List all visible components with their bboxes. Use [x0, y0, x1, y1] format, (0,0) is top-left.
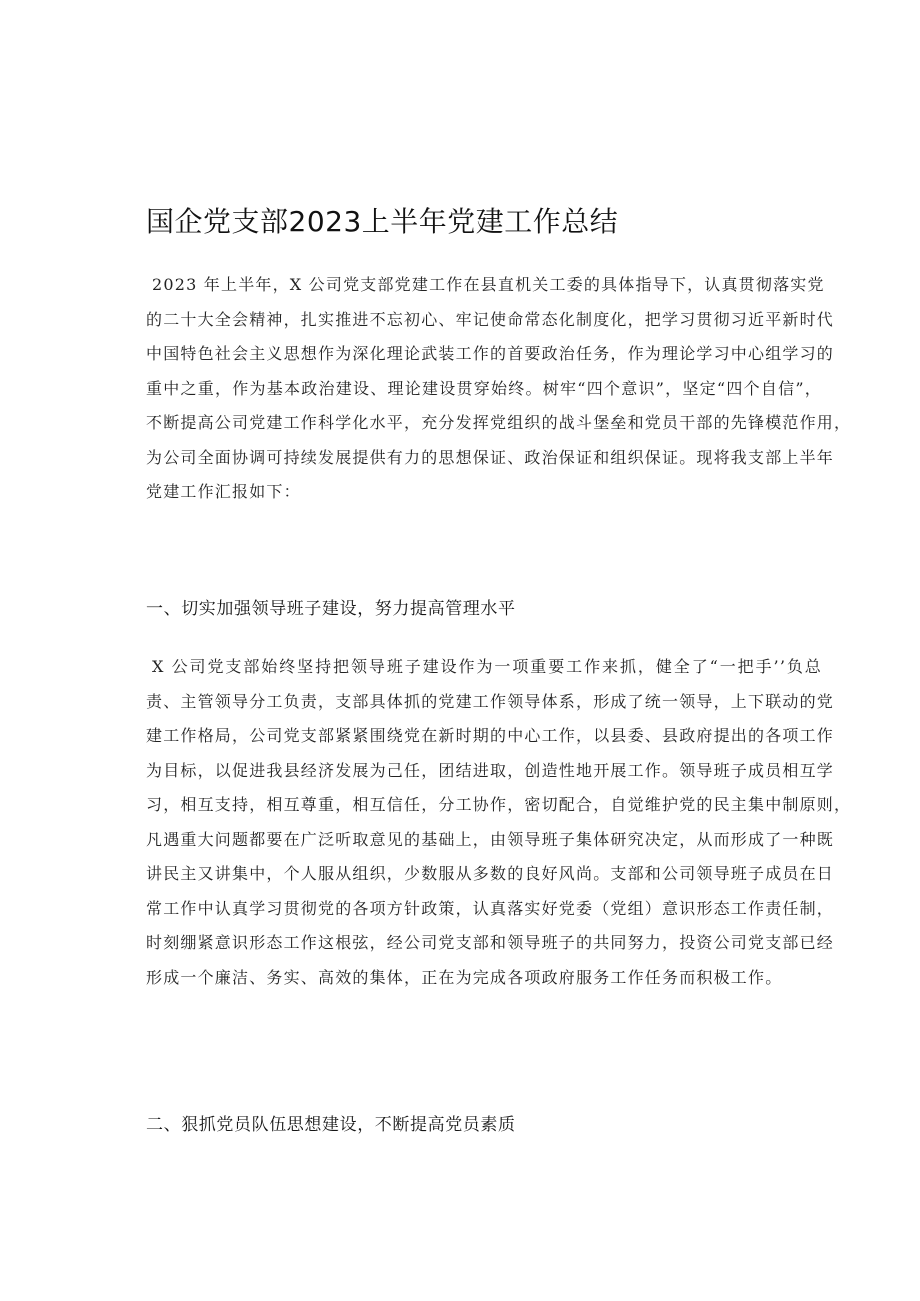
section-heading-1: 一、切实加强领导班子建设，努力提高管理水平 — [146, 599, 516, 619]
text-line: 为公司全面协调可持续发展提供有力的思想保证、政治保证和组织保证。现将我支部上半年 — [146, 447, 835, 467]
paragraph-section-1 — [146, 650, 852, 995]
text-line: 党建工作汇报如下： — [146, 482, 301, 501]
document-title: 国企党支部2023上半年党建工作总结 — [146, 205, 619, 238]
text-line: 的二十大全会精神，扎实推进不忘初心、牢记使命常态化制度化，把学习贯彻习近平新时代 — [146, 309, 835, 329]
text-line: 习，相互支持，相互尊重，相互信任，分工协作，密切配合，自觉维护党的民主集中制原则， — [146, 795, 852, 814]
text-line: 责、主管领导分工负责，支部具体抓的党建工作领导体系，形成了统一领导，上下联动的党 — [146, 691, 835, 711]
text-line: 讲民主又讲集中，个人服从组织，少数服从多数的良好风尚。支部和公司领导班子成员在日 — [146, 864, 835, 883]
text-line: 中国特色社会主义思想作为深化理论武装工作的首要政治任务，作为理论学习中心组学习的 — [146, 344, 835, 363]
text-line: 为目标，以促进我县经济发展为己任，团结进取，创造性地开展工作。领导班子成员相互学 — [146, 760, 835, 780]
text-line: 重中之重，作为基本政治建设、理论建设贯穿始终。树牢“四个意识”，坚定“四个自信”， — [146, 378, 822, 398]
text-line: 时刻绷紧意识形态工作这根弦，经公司党支部和领导班子的共同努力，投资公司党支部已经 — [146, 933, 835, 952]
text-line: 形成一个廉洁、务实、高效的集体，正在为完成各项政府服务工作任务而积极工作。 — [146, 967, 783, 987]
text-line: 不断提高公司党建工作科学化水平，充分发挥党组织的战斗堡垒和党员干部的先锋模范作用， — [146, 413, 852, 432]
section-heading-2: 二、狠抓党员队伍思想建设，不断提高党员素质 — [146, 1115, 516, 1135]
text-line: 常工作中认真学习贯彻党的各项方针政策，认真落实好党委（党组）意识形态工作责任制， — [146, 898, 835, 918]
text-line: 建工作格局，公司党支部紧紧围绕党在新时期的中心工作，以县委、县政府提出的各项工作 — [146, 726, 835, 745]
text-line: X 公司党支部始终坚持把领导班子建设作为一项重要工作来抓，健全了“一把手’’负总 — [152, 657, 822, 676]
text-line: 凡遇重大问题都要在广泛听取意见的基础上，由领导班子集体研究决定，从而形成了一种既 — [146, 829, 835, 849]
text-line: 2023 年上半年，X 公司党支部党建工作在县直机关工委的具体指导下，认真贯彻落实党 — [152, 275, 825, 294]
paragraph-intro — [146, 268, 852, 510]
